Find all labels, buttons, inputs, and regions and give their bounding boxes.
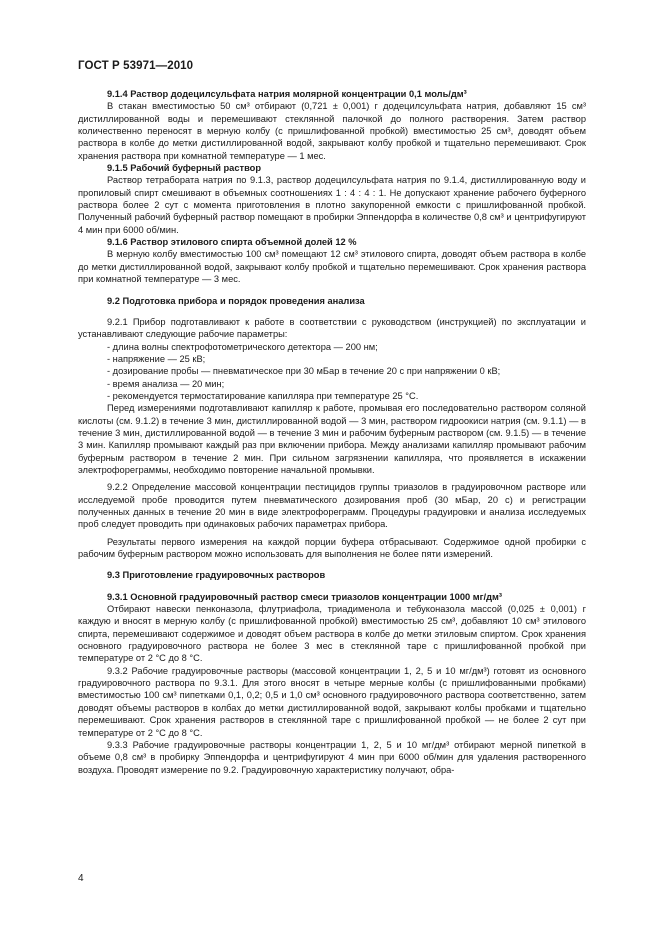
section-heading: 9.2 Подготовка прибора и порядок проведения анализа — [107, 295, 365, 306]
paragraph: 9.3.3 Рабочие градуировочные растворы концентрации 1, 2, 5 и 10 мг/дм³ отбирают мерной пипеткой в объеме 0,8 см³ в пробирку Эппендорфа и центрифугируют 4 мин при 6000 об/мин для удаления растворенного воздуха. Проводят измерение по 9.2. Градуировочную характеристику получают, обра- — [78, 739, 586, 775]
paragraph: 9.2.2 Определение массовой концентрации пестицидов группы триазолов в градуировочном растворе или исследуемой пробе проводится путем пневматического дозирования проб (30 мБар, 20 с) и регистрации полученных данных в течение 20 мин в виде электрофореграмм. Процедуры градуировки и анализа исследуемых проб следует проводить при одинаковых рабочих параметрах прибора. — [78, 482, 586, 530]
spacer — [78, 307, 586, 316]
paragraph: Результаты первого измерения на каждой порции буфера отбрасывают. Содержимое одной пробирки с рабочим буферным раствором можно использовать для выполнения не более пяти измерений. — [78, 536, 586, 560]
list-item: - время анализа — 20 мин; — [107, 378, 225, 389]
paragraph: В стакан вместимостью 50 см³ отбирают (0,721 ± 0,001) г додецилсульфата натрия, добавляют 15 см³ дистиллированной воды и перемешивают стеклянной палочкой до полного растворения. Затем раствор количественно переносят в мерную колбу (с пришлифованной пробкой) вместимостью 25 см³, доводят объем раствора в колбе до метки дистиллированной водой, закрывают колбу пробкой и тщательно перемешивают. Срок хранения раствора при комнатной температуре — 1 мес. — [78, 101, 586, 161]
document-body — [78, 88, 586, 776]
paragraph: 9.2.1 Прибор подготавливают к работе в соответствии с руководством (инструкцией) по эксплуатации и устанавливают следующие рабочие параметры: — [78, 316, 586, 340]
paragraph: Раствор тетрабората натрия по 9.1.3, раствор додецилсульфата натрия по 9.1.4, дистиллированную воду и пропиловый спирт смешивают в объемных соотношениях 1 : 4 : 4 : 1. Не допускают хранение рабочего буферного раствора более 2 сут с момента приготовления в плотно закупоренной емкости с пришлифованной пробкой. Полученный рабочий буферный раствор помещают в пробирки Эппендорфа в количестве 0,8 см³ и центрифугируют 4 мин при 6000 об/мин. — [78, 175, 586, 235]
list-item: - рекомендуется термостатирование капилляра при температуре 25 °С. — [107, 390, 419, 401]
section-heading: 9.3 Приготовление градуировочных растворов — [107, 570, 326, 581]
section-heading: 9.1.5 Рабочий буферный раствор — [107, 163, 262, 174]
spacer — [78, 286, 586, 295]
paragraph: 9.3.2 Рабочие градуировочные растворы (массовой концентрации 1, 2, 5 и 10 мг/дм³) готовят из основного градуировочного раствора по 9.3.1. Для этого вносят в четыре мерные колбы (с пришлифованными пробками) вместимостью 100 см³ пипетками 0,1, 0,2; 0,5 и 1,0 см³ основного градуировочного раствора соответственно, затем доводят объемы растворов в колбах до метки дистиллированной водой, закрывают колбы пробками и тщательно перемешивают. Срок хранения растворов в стеклянной таре с пришлифованной пробкой — не более 2 сут при температуре от 2 °С до 8 °С. — [78, 665, 586, 738]
list-item: - напряжение — 25 кВ; — [107, 353, 206, 364]
section-heading: 9.3.1 Основной градуировочный раствор смеси триазолов концентрации 1000 мг/дм³ — [107, 591, 502, 602]
section-heading: 9.1.4 Раствор додецилсульфата натрия молярной концентрации 0,1 моль/дм³ — [107, 89, 467, 99]
paragraph: Перед измерениями подготавливают капилляр к работе, промывая его последовательно раствором соляной кислоты (см. 9.1.2) в течение 3 мин, дистиллированной водой — 3 мин, раствором гидроокиси натрия (см. 9.1.1) — в течение 3 мин, дистиллированной водой — в течение 3 мин и рабочим буферным раствором (см. 9.1.5) — в течение 3 мин. Капилляр промывают каждый раз при включении прибора. Между анализами капилляр промывают рабочим буферным раствором в течение 2 мин. При сильном загрязнении капилляра, что проявляется в искажении электрофореграммы, необходимо повторение начальной промывки. — [78, 403, 586, 475]
spacer — [78, 582, 586, 591]
paragraph: Отбирают навески пенконазола, флутриафола, триадименола и тебуконазола массой (0,025 ± 0,001) г каждую и вносят в мерную колбу (с пришлифованной пробкой) вместимостью 25 см³, добавляют 10 см³ этилового спирта, перемешивают содержимое и доводят объем раствора в колбе до метки этиловым спиртом. Срок хранения основного градуировочного раствора не более 3 мес в стеклянной таре с пришлифованной пробкой при температуре от 2 °С до 8 °С. — [78, 604, 586, 664]
paragraph: В мерную колбу вместимостью 100 см³ помещают 12 см³ этилового спирта, доводят объем раствора в колбе до метки дистиллированной водой, закрывают колбу пробкой и тщательно перемешивают. Срок хранения раствора при комнатной температуре — 3 мес. — [78, 249, 586, 285]
document-header: ГОСТ Р 53971—2010 — [78, 60, 194, 72]
list-item: - дозирование пробы — пневматическое при 30 мБар в течение 20 с при напряжении 0 кВ; — [107, 366, 501, 377]
spacer — [78, 560, 586, 569]
page-number: 4 — [78, 873, 84, 884]
section-heading: 9.1.6 Раствор этилового спирта объемной долей 12 % — [107, 237, 357, 248]
list-item: - длина волны спектрофотометрического детектора — 200 нм; — [107, 341, 378, 352]
